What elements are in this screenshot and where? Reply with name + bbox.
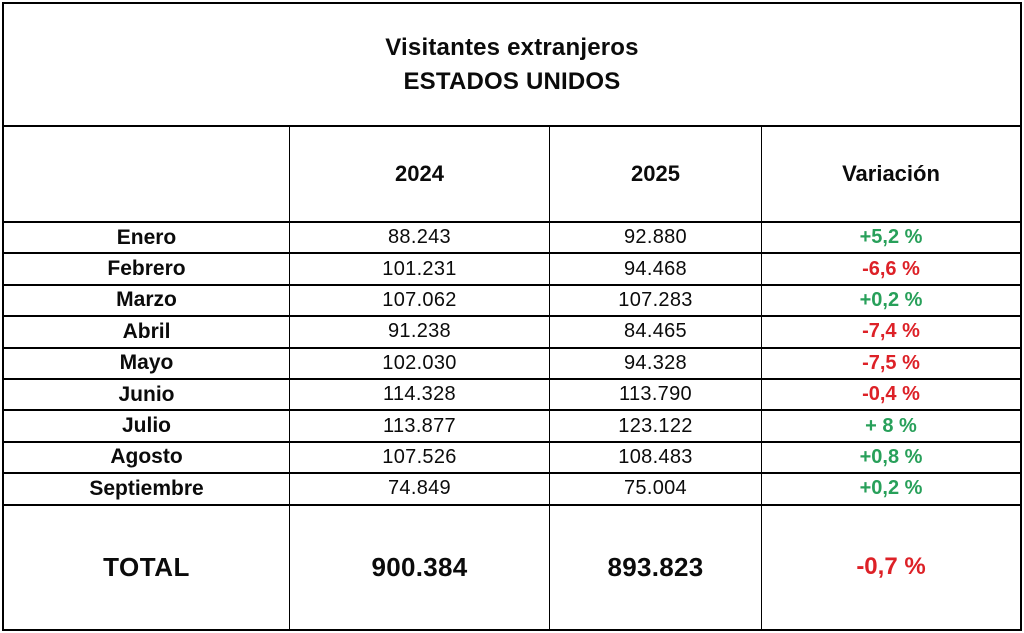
month-cell: Mayo bbox=[4, 349, 290, 380]
variation-cell: -6,6 % bbox=[762, 254, 1020, 285]
total-2025-cell: 893.823 bbox=[550, 506, 762, 629]
col-header-month bbox=[4, 127, 290, 223]
variation-cell: +0,2 % bbox=[762, 474, 1020, 505]
value-2024-cell: 101.231 bbox=[290, 254, 550, 285]
variation-cell: + 8 % bbox=[762, 411, 1020, 442]
variation-cell: +0,8 % bbox=[762, 443, 1020, 474]
value-2025-cell: 84.465 bbox=[550, 317, 762, 348]
value-2024-cell: 113.877 bbox=[290, 411, 550, 442]
variation-cell: +0,2 % bbox=[762, 286, 1020, 317]
month-cell: Junio bbox=[4, 380, 290, 411]
variation-cell: -7,5 % bbox=[762, 349, 1020, 380]
value-2025-cell: 92.880 bbox=[550, 223, 762, 254]
value-2024-cell: 107.526 bbox=[290, 443, 550, 474]
variation-cell: +5,2 % bbox=[762, 223, 1020, 254]
table-title bbox=[4, 4, 1020, 127]
month-cell: Marzo bbox=[4, 286, 290, 317]
value-2025-cell: 123.122 bbox=[550, 411, 762, 442]
variation-cell: -0,4 % bbox=[762, 380, 1020, 411]
total-variation-cell: -0,7 % bbox=[856, 553, 926, 581]
month-cell: Abril bbox=[4, 317, 290, 348]
month-cell: Febrero bbox=[4, 254, 290, 285]
col-header-variacion: Variación bbox=[762, 127, 1020, 223]
total-2024-cell: 900.384 bbox=[290, 506, 550, 629]
total-label: TOTAL bbox=[4, 506, 290, 629]
month-cell: Enero bbox=[4, 223, 290, 254]
col-header-2025: 2025 bbox=[550, 127, 762, 223]
value-2024-cell: 107.062 bbox=[290, 286, 550, 317]
month-cell: Septiembre bbox=[4, 474, 290, 505]
value-2024-cell: 74.849 bbox=[290, 474, 550, 505]
title-line-1: Visitantes extranjeros bbox=[385, 33, 639, 61]
value-2025-cell: 107.283 bbox=[550, 286, 762, 317]
col-header-2024: 2024 bbox=[290, 127, 550, 223]
variation-cell: -7,4 % bbox=[762, 317, 1020, 348]
value-2025-cell: 75.004 bbox=[550, 474, 762, 505]
value-2025-cell: 94.328 bbox=[550, 349, 762, 380]
value-2025-cell: 94.468 bbox=[550, 254, 762, 285]
visitors-table bbox=[2, 2, 1022, 631]
month-cell: Julio bbox=[4, 411, 290, 442]
month-cell: Agosto bbox=[4, 443, 290, 474]
value-2025-cell: 108.483 bbox=[550, 443, 762, 474]
value-2024-cell: 102.030 bbox=[290, 349, 550, 380]
value-2024-cell: 91.238 bbox=[290, 317, 550, 348]
value-2024-cell: 114.328 bbox=[290, 380, 550, 411]
title-line-2: ESTADOS UNIDOS bbox=[403, 67, 621, 95]
value-2025-cell: 113.790 bbox=[550, 380, 762, 411]
value-2024-cell: 88.243 bbox=[290, 223, 550, 254]
